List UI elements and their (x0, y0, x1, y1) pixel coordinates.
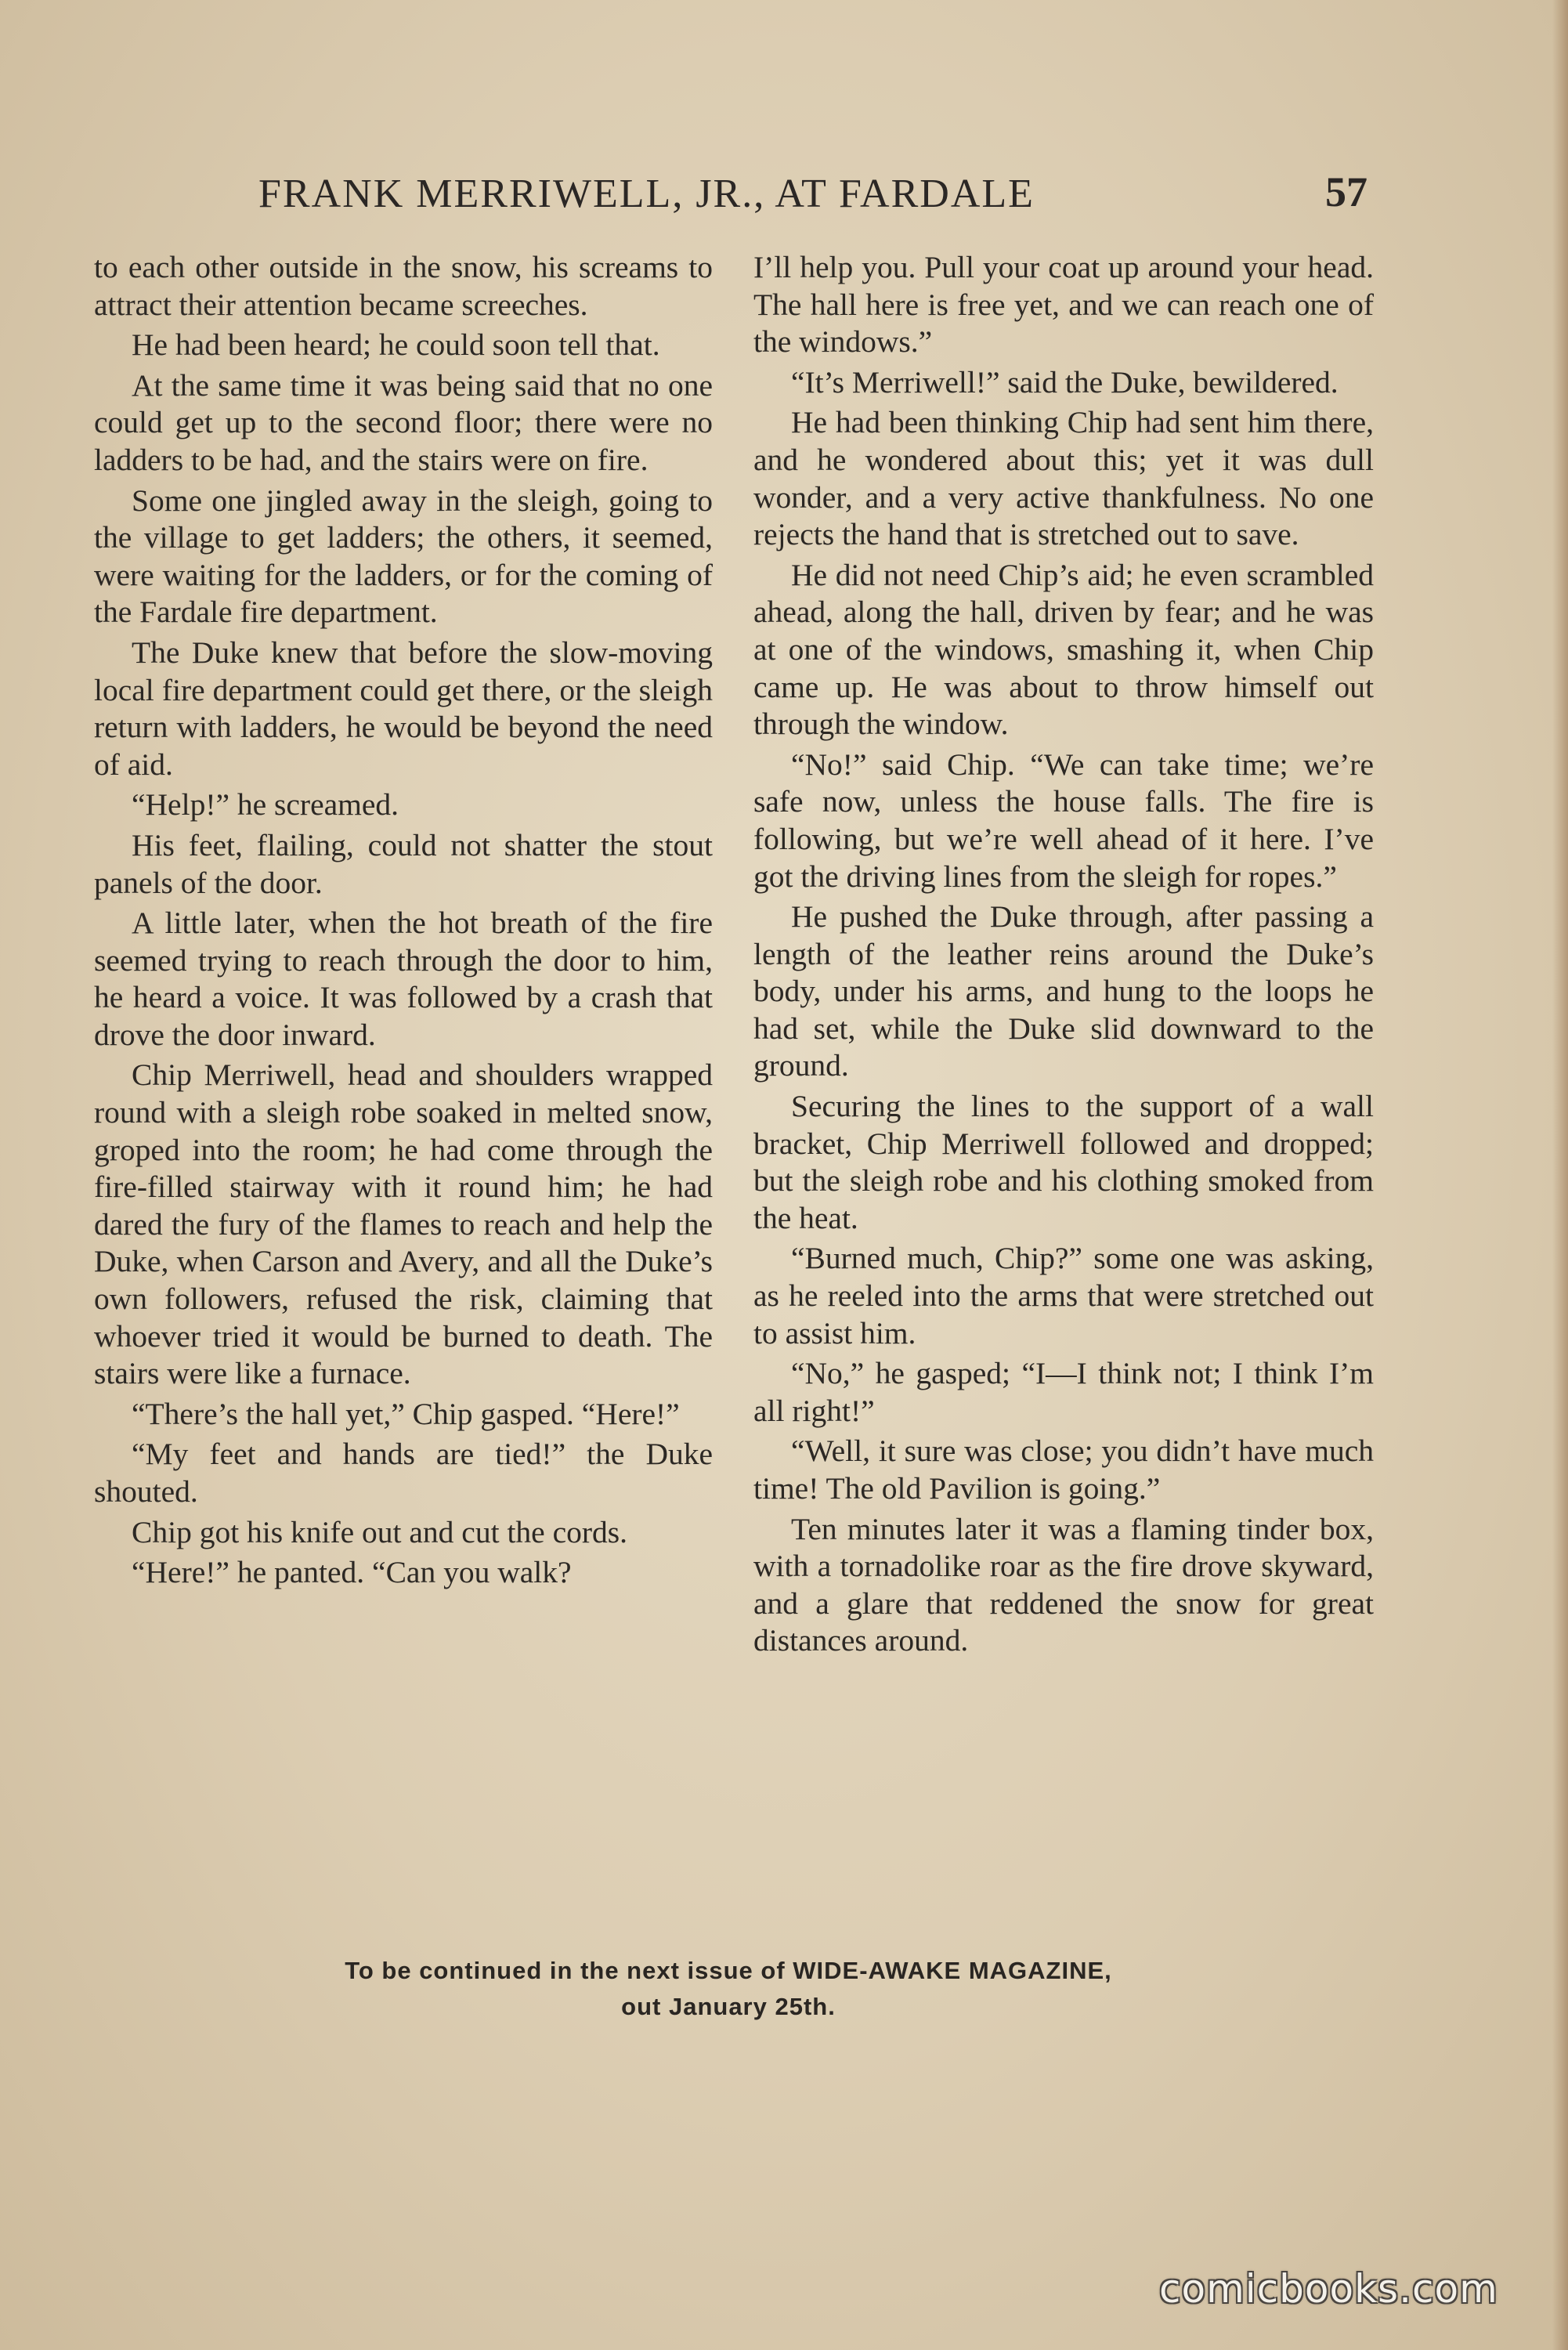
paper-edge-shadow (1552, 0, 1568, 2350)
running-title: FRANK MERRIWELL, JR., AT FARDALE (258, 172, 1035, 216)
paragraph: Ten minutes later it was a flaming tinder box, with a tornadolike roar as the fire drove skyward, and a glare that reddened the snow for great distances around. (753, 1511, 1374, 1658)
right-column (753, 249, 1374, 1663)
paragraph: “Burned much, Chip?” some one was asking, as he reeled into the arms that were stretched out to assist him. (753, 1241, 1374, 1350)
paragraph: “It’s Merriwell!” said the Duke, bewildered. (791, 364, 1339, 400)
page-number: 57 (1325, 168, 1367, 215)
paragraph: He did not need Chip’s aid; he even scrambled ahead, along the hall, driven by fear; and he was at one of the windows, smashing it, when Chip came up. He was about to throw himself out through the window. (753, 557, 1374, 742)
paragraph: Some one jingled away in the sleigh, going to the village to get ladders; the others, it seemed, were waiting for the ladders, or for the coming of the Fardale fire department. (94, 483, 713, 630)
paragraph: He had been heard; he could soon tell that. (132, 327, 660, 363)
paragraph: to each other outside in the snow, his screams to attract their attention became screeches. (94, 250, 713, 322)
paragraph: A little later, when the hot breath of the fire seemed trying to reach through the door to him, he heard a voice. It was followed by a crash that drove the door inward. (94, 906, 713, 1052)
continuation-line-1: To be continued in the next issue of WIDE-AWAKE MAGAZINE, (345, 1957, 1112, 1984)
paragraph: “No,” he gasped; “I—I think not; I think I’m all right!” (753, 1356, 1374, 1428)
left-column (94, 249, 713, 1595)
paragraph: The Duke knew that before the slow-moving local fire department could get there, or the sleigh return with ladders, he would be beyond the need of aid. (94, 634, 713, 782)
paragraph: He had been thinking Chip had sent him there, and he wondered about this; yet it was dull wonder, and a very active thankfulness. No one rejects the hand that is stretched out to save. (753, 405, 1374, 552)
paragraph: “Well, it sure was close; you didn’t have much time! The old Pavilion is going.” (753, 1434, 1374, 1506)
paragraph: “My feet and hands are tied!” the Duke shouted. (94, 1437, 713, 1509)
paragraph: He pushed the Duke through, after passing a length of the leather reins around the Duke’s body, under his arms, and hung to the loops he had set, while the Duke slid downward to the ground. (753, 899, 1374, 1083)
site-watermark: comicbooks.com (1159, 2266, 1498, 2312)
paragraph: Chip got his knife out and cut the cords. (132, 1514, 628, 1549)
paragraph: “No!” said Chip. “We can take time; we’re safe now, unless the house falls. The fire is following, but we’re well ahead of it here. I’ve got the driving lines from the sleigh for ropes.” (753, 747, 1374, 894)
paragraph: “Help!” he screamed. (132, 787, 399, 822)
paragraph: Securing the lines to the support of a wall bracket, Chip Merriwell followed and dropped; but the sleigh robe and his clothing smoked from the heat. (753, 1089, 1374, 1235)
paragraph: At the same time it was being said that no one could get up to the second floor; there were no ladders to be had, and the stairs were on fire. (94, 367, 713, 477)
continuation-notice (0, 1953, 1457, 2025)
paragraph: “Here!” he panted. “Can you walk? (132, 1555, 572, 1590)
paragraph: Chip Merriwell, head and shoulders wrapped round with a sleigh robe soaked in melted snow, groped into the room; he had come through the fire-filled stairway with it round him; he had dared the fury of the flames to reach and help the Duke, when Carson and Avery, and all the Duke’s own followers, refused the risk, claiming that whoever tried it would be burned to death. The stairs were like a furnace. (94, 1058, 713, 1391)
paragraph: His feet, flailing, could not shatter the stout panels of the door. (94, 827, 713, 900)
continuation-line-2: out January 25th. (621, 1993, 836, 2020)
paragraph: “There’s the hall yet,” Chip gasped. “Here!” (132, 1396, 680, 1431)
paragraph: I’ll help you. Pull your coat up around your head. The hall here is free yet, and we can reach one of the windows.” (753, 250, 1374, 360)
